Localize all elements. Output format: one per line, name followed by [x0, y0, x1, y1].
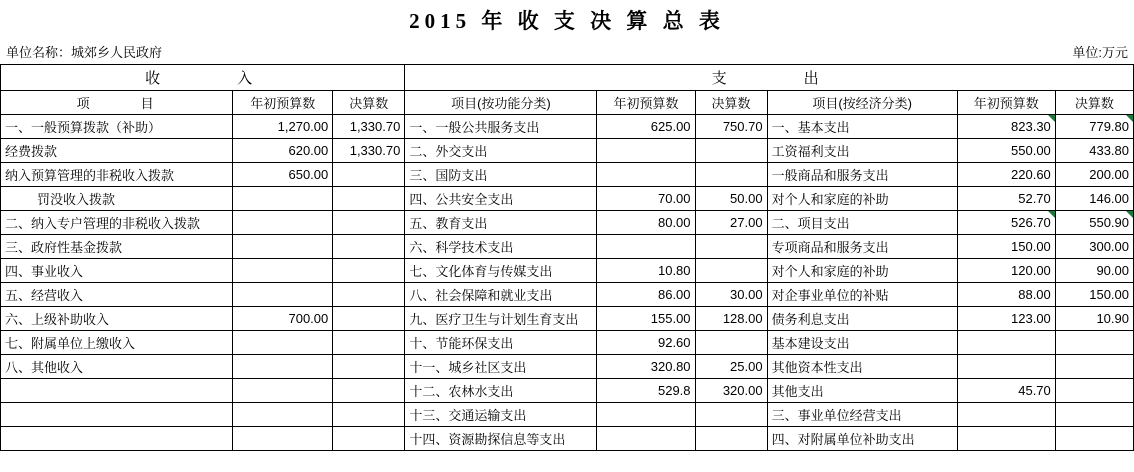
cell-func-item: 二、外交支出 [405, 139, 597, 163]
page-title: 2015 年 收 支 决 算 总 表 [409, 9, 725, 33]
cell-income-final [333, 379, 405, 403]
cell-func-final: 30.00 [695, 283, 767, 307]
cell-income-budget [233, 259, 333, 283]
cell-func-item: 一、一般公共服务支出 [405, 115, 597, 139]
cell-func-final: 25.00 [695, 355, 767, 379]
cell-func-budget: 10.80 [597, 259, 695, 283]
group-header-expense: 支 出 [405, 65, 1134, 91]
cell-econ-final: 150.00 [1055, 283, 1133, 307]
col-header-income-budget: 年初预算数 [233, 91, 333, 115]
cell-income-item: 一、一般预算拨款（补助） [1, 115, 233, 139]
cell-income-item [1, 379, 233, 403]
col-header-econ-final: 决算数 [1055, 91, 1133, 115]
table-body [1, 115, 1134, 451]
cell-econ-item: 三、事业单位经营支出 [767, 403, 957, 427]
cell-econ-budget [957, 331, 1055, 355]
cell-func-budget [597, 403, 695, 427]
cell-func-final: 128.00 [695, 307, 767, 331]
cell-econ-item: 专项商品和服务支出 [767, 235, 957, 259]
col-header-econ-budget: 年初预算数 [957, 91, 1055, 115]
cell-func-item: 四、公共安全支出 [405, 187, 597, 211]
cell-income-item: 纳入预算管理的非税收入拨款 [1, 163, 233, 187]
cell-income-final [333, 355, 405, 379]
cell-func-budget: 70.00 [597, 187, 695, 211]
table-row [1, 427, 1134, 451]
table-row [1, 283, 1134, 307]
cell-income-budget: 1,270.00 [233, 115, 333, 139]
table-row [1, 139, 1134, 163]
cell-func-budget [597, 427, 695, 451]
cell-income-item [1, 403, 233, 427]
cell-econ-item: 债务利息支出 [767, 307, 957, 331]
cell-func-final [695, 331, 767, 355]
cell-income-final [333, 187, 405, 211]
cell-func-final [695, 163, 767, 187]
cell-econ-item: 对企事业单位的补贴 [767, 283, 957, 307]
cell-func-item: 七、文化体育与传媒支出 [405, 259, 597, 283]
cell-income-budget [233, 211, 333, 235]
cell-func-budget [597, 163, 695, 187]
cell-func-budget: 155.00 [597, 307, 695, 331]
cell-econ-final [1055, 355, 1133, 379]
cell-econ-final: 90.00 [1055, 259, 1133, 283]
cell-econ-budget: 526.70 [957, 211, 1055, 235]
cell-func-final: 750.70 [695, 115, 767, 139]
cell-econ-item: 一、基本支出 [767, 115, 957, 139]
cell-econ-final: 550.90 [1055, 211, 1133, 235]
cell-func-budget: 625.00 [597, 115, 695, 139]
cell-func-item: 五、教育支出 [405, 211, 597, 235]
cell-func-item: 三、国防支出 [405, 163, 597, 187]
cell-econ-item: 一般商品和服务支出 [767, 163, 957, 187]
cell-func-final [695, 235, 767, 259]
table-row [1, 163, 1134, 187]
cell-func-budget: 320.80 [597, 355, 695, 379]
cell-income-item: 六、上级补助收入 [1, 307, 233, 331]
cell-income-final [333, 427, 405, 451]
col-header-func-item: 项目(按功能分类) [405, 91, 597, 115]
meta-row [0, 41, 1134, 64]
cell-income-budget [233, 379, 333, 403]
cell-income-final [333, 283, 405, 307]
cell-income-item: 五、经营收入 [1, 283, 233, 307]
cell-econ-budget: 52.70 [957, 187, 1055, 211]
budget-table [0, 64, 1134, 451]
cell-income-budget: 620.00 [233, 139, 333, 163]
cell-func-item: 十二、农林水支出 [405, 379, 597, 403]
cell-func-final: 320.00 [695, 379, 767, 403]
col-header-income-final: 决算数 [333, 91, 405, 115]
currency-unit-label: 单位:万元 [1072, 45, 1128, 60]
col-header-func-budget: 年初预算数 [597, 91, 695, 115]
cell-func-budget: 86.00 [597, 283, 695, 307]
cell-econ-budget: 823.30 [957, 115, 1055, 139]
table-row [1, 211, 1134, 235]
table-row [1, 403, 1134, 427]
col-header-func-final: 决算数 [695, 91, 767, 115]
cell-econ-budget: 123.00 [957, 307, 1055, 331]
cell-func-item: 九、医疗卫生与计划生育支出 [405, 307, 597, 331]
cell-econ-item: 基本建设支出 [767, 331, 957, 355]
table-row [1, 379, 1134, 403]
cell-income-final [333, 331, 405, 355]
cell-income-item: 经费拨款 [1, 139, 233, 163]
cell-econ-item: 对个人和家庭的补助 [767, 187, 957, 211]
group-header-row [1, 65, 1134, 91]
cell-income-budget [233, 355, 333, 379]
cell-income-budget [233, 331, 333, 355]
cell-func-budget [597, 235, 695, 259]
cell-income-item: 罚没收入拨款 [1, 187, 233, 211]
cell-income-budget [233, 427, 333, 451]
cell-income-final [333, 259, 405, 283]
cell-func-final [695, 139, 767, 163]
table-row [1, 187, 1134, 211]
cell-econ-budget [957, 355, 1055, 379]
cell-econ-item: 其他资本性支出 [767, 355, 957, 379]
cell-econ-budget [957, 427, 1055, 451]
table-row [1, 259, 1134, 283]
cell-income-budget [233, 283, 333, 307]
table-row [1, 235, 1134, 259]
cell-income-item: 四、事业收入 [1, 259, 233, 283]
cell-func-final [695, 403, 767, 427]
cell-func-budget: 529.8 [597, 379, 695, 403]
cell-income-budget [233, 403, 333, 427]
cell-econ-budget: 45.70 [957, 379, 1055, 403]
cell-func-budget: 92.60 [597, 331, 695, 355]
cell-econ-final [1055, 403, 1133, 427]
cell-econ-final [1055, 427, 1133, 451]
cell-func-final: 50.00 [695, 187, 767, 211]
col-header-econ-item: 项目(按经济分类) [767, 91, 957, 115]
cell-econ-budget [957, 403, 1055, 427]
cell-income-item: 七、附属单位上缴收入 [1, 331, 233, 355]
group-header-income: 收 入 [1, 65, 405, 91]
cell-econ-budget: 150.00 [957, 235, 1055, 259]
table-row [1, 355, 1134, 379]
cell-income-final [333, 307, 405, 331]
col-header-income-item: 项 目 [1, 91, 233, 115]
cell-func-budget [597, 139, 695, 163]
cell-income-item: 三、政府性基金拨款 [1, 235, 233, 259]
cell-econ-budget: 120.00 [957, 259, 1055, 283]
table-row [1, 331, 1134, 355]
cell-econ-final: 433.80 [1055, 139, 1133, 163]
cell-income-final: 1,330.70 [333, 115, 405, 139]
unit-name-label: 单位名称：城郊乡人民政府 [6, 45, 163, 60]
cell-econ-final: 779.80 [1055, 115, 1133, 139]
cell-income-budget [233, 187, 333, 211]
cell-econ-final: 200.00 [1055, 163, 1133, 187]
cell-econ-final [1055, 331, 1133, 355]
cell-func-final [695, 259, 767, 283]
cell-income-final [333, 235, 405, 259]
cell-income-item: 八、其他收入 [1, 355, 233, 379]
table-row [1, 115, 1134, 139]
cell-econ-item: 二、项目支出 [767, 211, 957, 235]
cell-income-budget [233, 235, 333, 259]
cell-econ-budget: 88.00 [957, 283, 1055, 307]
cell-income-item: 二、纳入专户管理的非税收入拨款 [1, 211, 233, 235]
cell-income-final [333, 403, 405, 427]
cell-econ-budget: 220.60 [957, 163, 1055, 187]
cell-func-item: 十三、交通运输支出 [405, 403, 597, 427]
cell-income-final [333, 163, 405, 187]
cell-income-final: 1,330.70 [333, 139, 405, 163]
cell-econ-item: 四、对附属单位补助支出 [767, 427, 957, 451]
cell-econ-final: 300.00 [1055, 235, 1133, 259]
cell-income-item [1, 427, 233, 451]
cell-func-item: 十四、资源勘探信息等支出 [405, 427, 597, 451]
cell-func-budget: 80.00 [597, 211, 695, 235]
cell-func-item: 十、节能环保支出 [405, 331, 597, 355]
table-row [1, 307, 1134, 331]
cell-econ-final: 10.90 [1055, 307, 1133, 331]
cell-econ-item: 对个人和家庭的补助 [767, 259, 957, 283]
cell-econ-item: 其他支出 [767, 379, 957, 403]
cell-econ-item: 工资福利支出 [767, 139, 957, 163]
cell-func-item: 八、社会保障和就业支出 [405, 283, 597, 307]
cell-econ-budget: 550.00 [957, 139, 1055, 163]
cell-econ-final [1055, 379, 1133, 403]
cell-func-item: 十一、城乡社区支出 [405, 355, 597, 379]
cell-income-budget: 650.00 [233, 163, 333, 187]
cell-func-final: 27.00 [695, 211, 767, 235]
cell-func-final [695, 427, 767, 451]
cell-income-budget: 700.00 [233, 307, 333, 331]
cell-func-item: 六、科学技术支出 [405, 235, 597, 259]
column-header-row [1, 91, 1134, 115]
cell-econ-final: 146.00 [1055, 187, 1133, 211]
cell-income-final [333, 211, 405, 235]
